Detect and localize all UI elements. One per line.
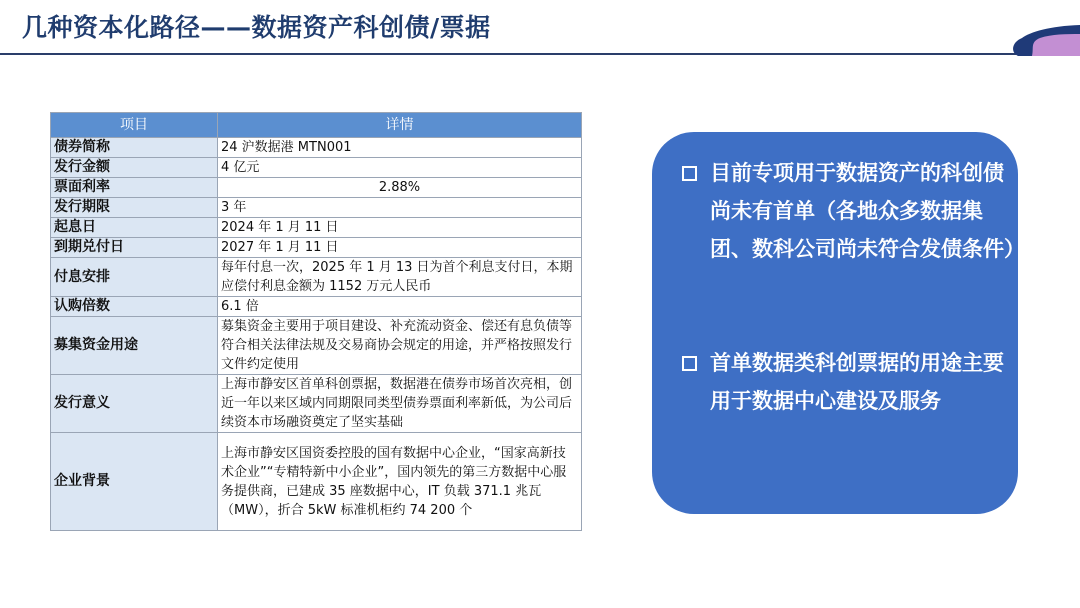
table-row <box>51 433 582 531</box>
table-row <box>51 297 582 317</box>
row-key: 起息日 <box>51 218 218 238</box>
row-value: 上海市静安区国资委控股的国有数据中心企业，“国家高新技术企业”“专精特新中小企业”，国内领先的第三方数据中心服务提供商，已建成 35 座数据中心，IT 负载 371.1 兆瓦（MW），折合 5kW 标准机柜约 74 200 个 <box>218 433 582 531</box>
title-divider <box>0 53 1020 55</box>
bullet-1 <box>682 154 1025 268</box>
summary-panel <box>652 132 1025 514</box>
wave-logo-icon <box>1000 12 1080 58</box>
row-key: 发行意义 <box>51 375 218 433</box>
table-row <box>51 218 582 238</box>
table-row <box>51 198 582 218</box>
row-key: 企业背景 <box>51 433 218 531</box>
row-value: 2024 年 1 月 11 日 <box>218 218 582 238</box>
table-row <box>51 178 582 198</box>
row-value: 4 亿元 <box>218 158 582 178</box>
bullet-2 <box>682 344 1020 420</box>
row-key: 到期兑付日 <box>51 238 218 258</box>
table-row <box>51 138 582 158</box>
checkbox-square-icon <box>682 356 697 371</box>
row-value: 3 年 <box>218 198 582 218</box>
row-value: 2027 年 1 月 11 日 <box>218 238 582 258</box>
bond-info-table <box>50 112 582 531</box>
row-key: 票面利率 <box>51 178 218 198</box>
table-row <box>51 375 582 433</box>
row-key: 认购倍数 <box>51 297 218 317</box>
row-key: 发行金额 <box>51 158 218 178</box>
table-row <box>51 158 582 178</box>
row-key: 债券简称 <box>51 138 218 158</box>
bullet-text: 目前专项用于数据资产的科创债尚未有首单（各地众多数据集团、数科公司尚未符合发债条件） <box>710 161 1025 261</box>
row-key: 募集资金用途 <box>51 317 218 375</box>
row-value: 上海市静安区首单科创票据，数据港在债券市场首次亮相，创近一年以来区域内同期限同类型债券票面利率新低，为公司后续资本市场融资奠定了坚实基础 <box>218 375 582 433</box>
bullet-text: 首单数据类科创票据的用途主要用于数据中心建设及服务 <box>710 351 1004 413</box>
table-row <box>51 258 582 297</box>
slide-title: 几种资本化路径——数据资产科创债/票据 <box>22 13 491 42</box>
row-value: 24 沪数据港 MTN001 <box>218 138 582 158</box>
row-key: 发行期限 <box>51 198 218 218</box>
checkbox-square-icon <box>682 166 697 181</box>
header-item: 项目 <box>51 113 218 138</box>
row-value: 6.1 倍 <box>218 297 582 317</box>
header-detail: 详情 <box>218 113 582 138</box>
row-value: 每年付息一次，2025 年 1 月 13 日为首个利息支付日，本期应偿付利息金额为 1152 万元人民币 <box>218 258 582 297</box>
row-key: 付息安排 <box>51 258 218 297</box>
row-value: 2.88% <box>218 178 582 198</box>
table-row <box>51 317 582 375</box>
table-row <box>51 238 582 258</box>
row-value: 募集资金主要用于项目建设、补充流动资金、偿还有息负债等符合相关法律法规及交易商协会规定的用途，并严格按照发行文件约定使用 <box>218 317 582 375</box>
